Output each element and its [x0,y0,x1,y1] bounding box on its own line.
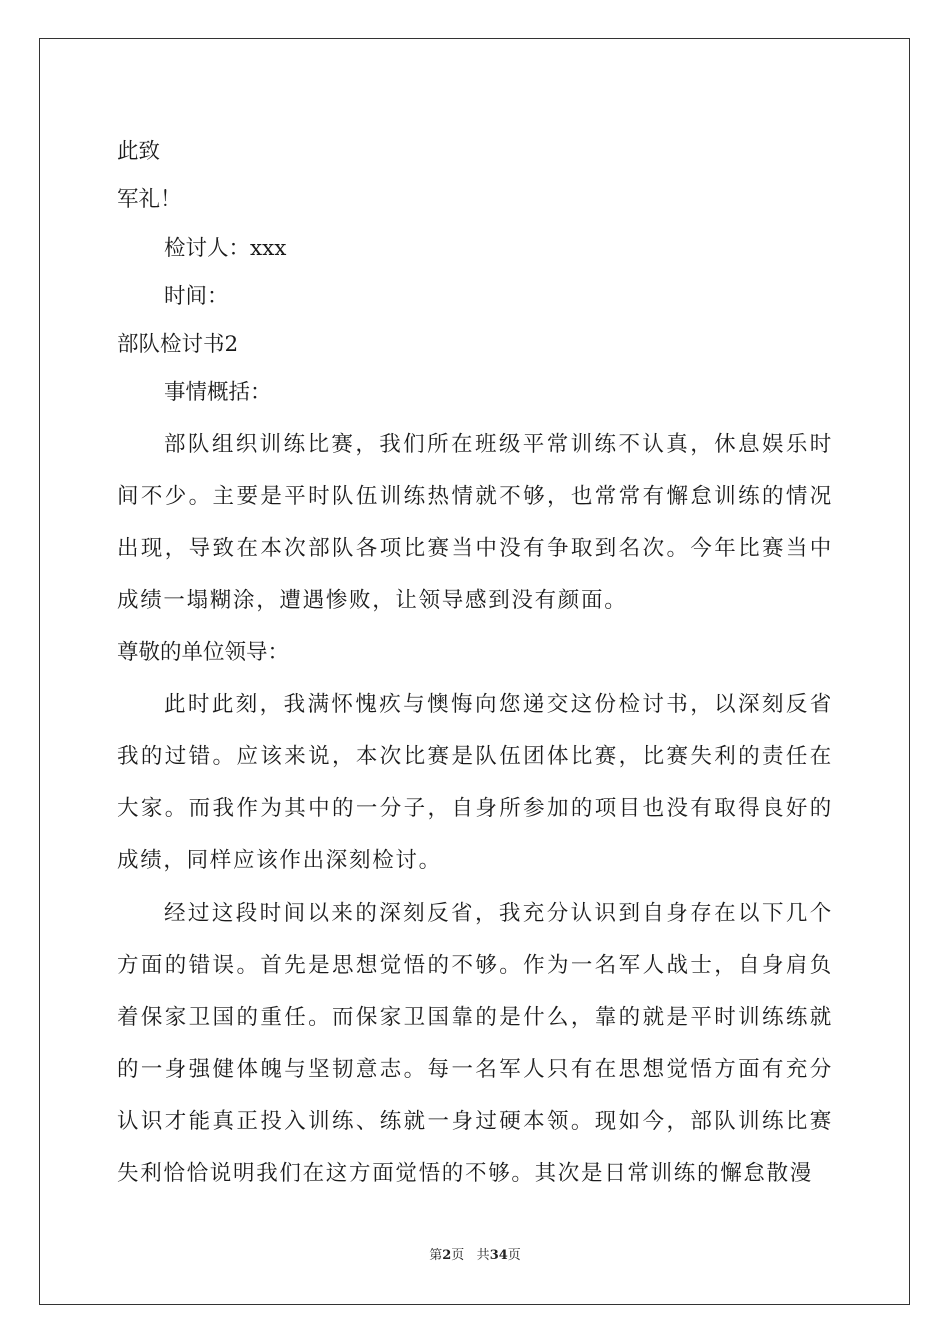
footer-page-prefix: 第 [429,1248,443,1263]
paragraph-1: 此时此刻，我满怀愧疚与懊悔向您递交这份检讨书，以深刻反省我的过错。应该来说，本次比赛是队伍团体比赛，比赛失利的责任在大家。而我作为其中的一分子，自身所参加的项目也没有取得良好的成绩，同样应该作出深刻检讨。 [117,692,833,874]
footer-total-prefix: 共 [476,1248,490,1263]
footer-page-suffix: 页 [451,1248,465,1263]
summary-paragraph: 部队组织训练比赛，我们所在班级平常训练不认真，休息娱乐时间不少。主要是平时队伍训练热情就不够，也常常有懈怠训练的情况出现，导致在本次部队各项比赛当中没有争取到名次。今年比赛当中成绩一塌糊涂，遭遇惨败，让领导感到没有颜面。 [117,431,833,614]
closing-line-2: 军礼！ [117,187,182,213]
signer-line: 检讨人：xxx [164,235,287,261]
time-line: 时间： [164,283,229,309]
paragraph-2: 经过这段时间以来的深刻反省，我充分认识到自身存在以下几个方面的错误。首先是思想觉悟的不够。作为一名军人战士，自身肩负着保家卫国的重任。而保家卫国靠的是什么，靠的就是平时训练练就的一身强健体魄与坚韧意志。每一名军人只有在思想觉悟方面有充分认识才能真正投入训练、练就一身过硬本领。现如今，部队训练比赛失利恰恰说明我们在这方面觉悟的不够。其次是日常训练的懈怠散漫 [117,900,833,1186]
footer-total-suffix: 页 [507,1248,521,1263]
salutation: 尊敬的单位领导： [117,640,290,666]
section-title: 部队检讨书2 [117,332,239,358]
document-body [117,128,833,1200]
footer-page-number: 2 [442,1248,452,1263]
page-footer [0,1244,950,1263]
summary-label: 事情概括： [164,380,272,406]
closing-line-1: 此致 [117,139,161,164]
footer-total-pages: 34 [489,1248,508,1263]
